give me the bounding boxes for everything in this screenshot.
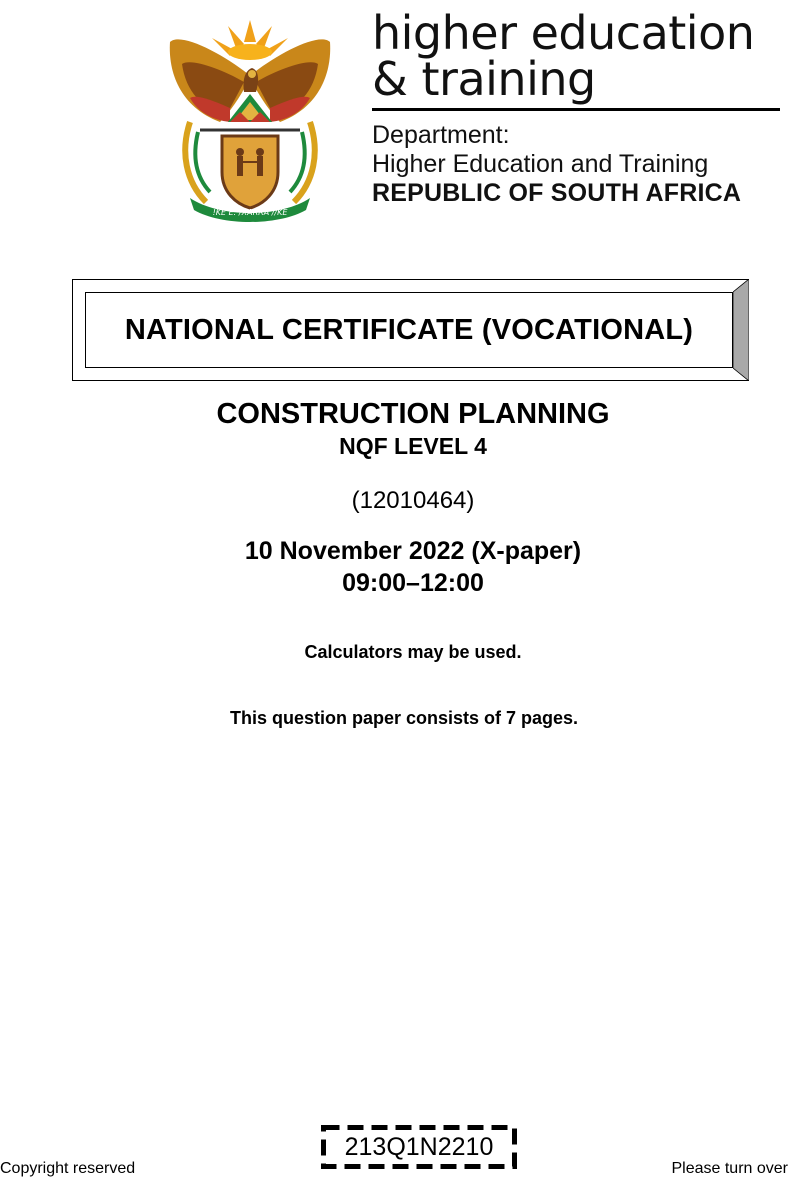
brand-line-2: & training bbox=[372, 52, 596, 106]
country-name: REPUBLIC OF SOUTH AFRICA bbox=[372, 179, 742, 207]
paper-code-stamp bbox=[321, 1125, 517, 1169]
certificate-title: NATIONAL CERTIFICATE (VOCATIONAL) bbox=[124, 313, 694, 346]
page-header bbox=[0, 0, 800, 230]
bevel-shade bbox=[733, 279, 749, 381]
exam-level: NQF LEVEL 4 bbox=[339, 433, 487, 459]
department-block bbox=[372, 121, 792, 208]
exam-subject: CONSTRUCTION PLANNING bbox=[216, 398, 610, 430]
exam-date: 10 November 2022 (X-paper) bbox=[244, 537, 582, 565]
paper-code: 213Q1N2210 bbox=[344, 1132, 494, 1161]
department-name: Higher Education and Training bbox=[372, 150, 709, 178]
coat-of-arms-logo bbox=[160, 12, 340, 227]
copyright-notice: Copyright reserved bbox=[0, 1160, 136, 1177]
exam-time: 09:00–12:00 bbox=[342, 569, 484, 597]
brand-line-1: higher education bbox=[372, 6, 755, 60]
department-label: Department: bbox=[372, 121, 510, 149]
sun-icon bbox=[212, 20, 288, 60]
certificate-inner-frame bbox=[85, 292, 733, 368]
pages-note: This question paper consists of 7 pages. bbox=[229, 708, 579, 728]
calculators-note: Calculators may be used. bbox=[304, 642, 522, 662]
shield-icon bbox=[222, 136, 278, 208]
brand-divider bbox=[372, 108, 780, 111]
certificate-title-box bbox=[72, 279, 749, 381]
svg-text:!KE E: /XARRA //KE: !KE E: /XARRA //KE bbox=[212, 208, 288, 217]
brand-block bbox=[372, 6, 792, 208]
turn-over-notice: Please turn over bbox=[671, 1160, 788, 1177]
exam-code: (12010464) bbox=[351, 487, 475, 514]
